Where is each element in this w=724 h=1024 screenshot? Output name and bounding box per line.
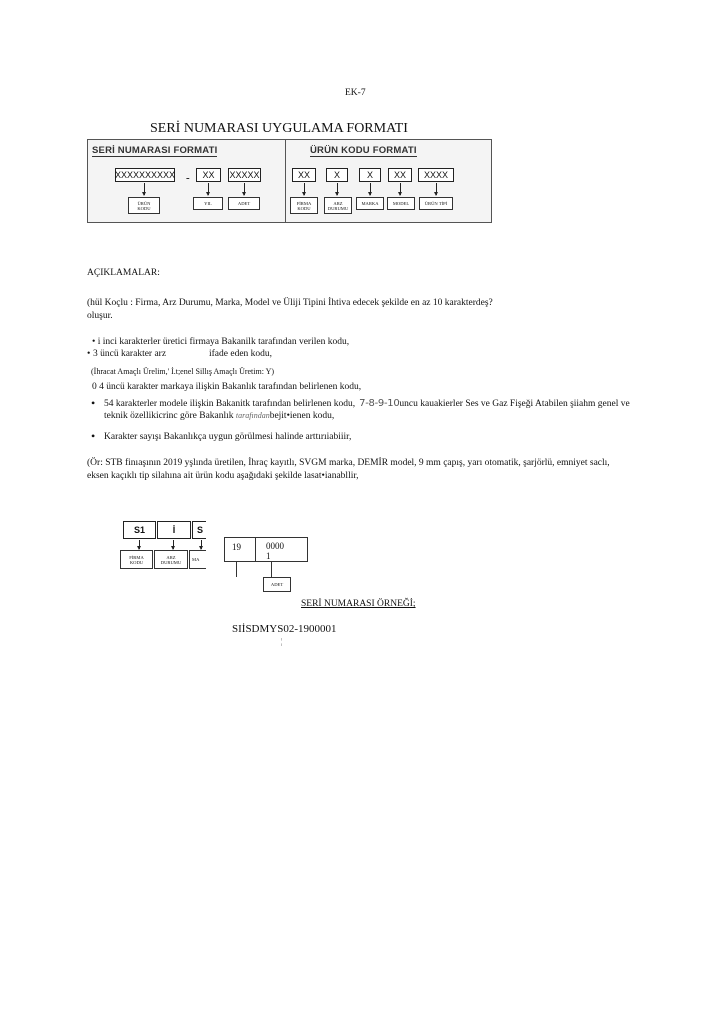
label-line: ÜRÜN TİPİ	[424, 201, 448, 206]
label-line: YIL	[204, 201, 212, 206]
serial-count-box: XXXXX	[229, 170, 260, 180]
format-diagram	[87, 139, 492, 223]
example-year-box: 19	[224, 537, 256, 562]
arrow-down	[139, 540, 140, 549]
label-line: KODU	[129, 559, 144, 565]
model-text: 54 karakterler modele ilişkin Bakanitk tarafından belirlenen kodu,	[104, 399, 356, 409]
product-brand-box: X	[359, 168, 381, 182]
arrow-down	[208, 183, 209, 195]
page-title: SERİ NUMARASI UYGULAMA FORMATI	[150, 121, 408, 136]
serial-format-heading: SERİ NUMARASI FORMATI	[92, 145, 218, 156]
arrow-down	[144, 183, 145, 195]
example-paragraph: (Ör: STB finıaşının 2019 yşlında üretilen, İhraç kayıtlı, SVGM marka, DEMİR model, 9 mm çapış, yarı otomatik, şarjörlü, emniyet saclı,	[87, 458, 610, 468]
explanation-item-codes: (İhracat Amaçlı Ürelim,' İ.t;enel Sillış Amaçlı Üretim: Y)	[91, 367, 275, 376]
arrow-down	[400, 183, 401, 195]
label-line: FİRMA	[296, 200, 312, 206]
count-line: 0000	[266, 541, 284, 551]
diagram-divider	[285, 140, 286, 222]
label-line: ADET	[270, 582, 284, 587]
label-line: MODEL	[392, 201, 410, 206]
label-line: ADET	[237, 201, 251, 206]
product-type-box: XXXX	[418, 168, 454, 182]
handwritten-word: tarafından	[235, 411, 270, 420]
product-supply-status-box: X	[326, 168, 348, 182]
label-line: ARZ	[166, 554, 176, 560]
intro-line: oluşur.	[87, 311, 113, 321]
serial-label-count	[228, 197, 260, 210]
explanation-item-supply: 3 üncü karakter arz	[93, 349, 167, 359]
explanation-item-count: Karakter sayışı Bakanlıkça uygun görülmesi halinde arttırıiabiiir,	[104, 432, 352, 442]
serial-label-product-code	[128, 197, 160, 214]
arrow-down	[370, 183, 371, 195]
label-line: ARZ	[333, 200, 343, 206]
arrow-down	[173, 540, 174, 549]
arrow-down	[201, 540, 202, 549]
arrow-down	[304, 183, 305, 195]
label-line: ÜRÜN	[137, 200, 151, 206]
label-line: DURUMU	[160, 559, 182, 565]
connector-line	[236, 562, 237, 577]
bullet: •	[91, 429, 96, 443]
arrow-down	[436, 183, 437, 195]
page-label: EK-7	[345, 88, 366, 98]
explanation-item-brand: 0 4 üncü karakter markaya ilişkin Bakanlık tarafından belirlenen kodu,	[92, 382, 362, 392]
example-count-box	[256, 537, 308, 562]
example-paragraph: eksen kaçıklı tip silahına ait ürün kodu aşağıdaki şekilde lasat•ianabllir,	[87, 471, 359, 481]
product-label-model	[387, 197, 415, 210]
serial-example-value: SIİSDMYS02-1900001	[232, 623, 337, 635]
count-line: 1	[266, 551, 271, 561]
label-line: MARKA	[361, 201, 379, 206]
serial-product-code-box: XXXXXXXXXX	[114, 170, 176, 180]
model-text-cont: bejit•ienen kodu,	[269, 411, 335, 421]
example-label-brand	[189, 550, 206, 569]
label-line: FİRMA	[129, 554, 144, 560]
explanation-item-supply-cont: ifade eden kodu,	[209, 349, 273, 359]
example-firm-box: S1	[123, 521, 156, 539]
explanation-item-firm: • i inci karakterler üretici firmaya Bakanilk tarafından verilen kodu,	[92, 337, 350, 347]
handwritten-digits: 7-8-9-10	[359, 398, 400, 409]
arrow-down	[337, 183, 338, 195]
serial-dash: -	[186, 172, 190, 184]
example-label-firm	[120, 550, 153, 569]
product-code-format-heading: ÜRÜN KODU FORMATI	[310, 145, 417, 156]
example-label-count	[263, 577, 291, 592]
serial-year-box: XX	[196, 168, 221, 182]
product-label-brand	[356, 197, 384, 210]
explanation-item-model-line2	[104, 411, 334, 421]
label-line: KODU	[297, 205, 311, 211]
serial-label-year	[193, 197, 223, 210]
intro-line: (hül Koçlu : Firma, Arz Durumu, Marka, Model ve Üliji Tipini İhtiva edecek şekilde en az 10 karakterdeş?	[87, 298, 493, 308]
label-line: MA	[192, 557, 200, 562]
product-model-box: XX	[388, 168, 412, 182]
label-line: DURUMU	[327, 205, 349, 211]
model-text: teknik özellikicrinc göre Bakanlık	[104, 411, 234, 421]
serial-example-heading: SERİ NUMARASI ÖRNEĞİ;	[301, 599, 416, 609]
bullet: •	[87, 349, 91, 359]
explanation-item-model	[104, 398, 630, 409]
arrow-down	[244, 183, 245, 195]
label-line: KODU	[137, 205, 151, 211]
small-mark: ¦	[281, 637, 283, 646]
example-label-supply	[154, 550, 188, 569]
example-brand-box: S	[192, 521, 206, 539]
explanations-heading: AÇIKLAMALAR:	[87, 268, 160, 278]
product-label-firm-code	[290, 197, 318, 214]
connector-line	[271, 562, 272, 577]
product-label-product-type	[419, 197, 453, 210]
example-supply-box: İ	[157, 521, 191, 539]
bullet: •	[91, 396, 96, 410]
product-label-supply-status	[324, 197, 352, 214]
product-firm-code-box: XX	[292, 168, 316, 182]
model-text-cont: uncu kauakierler Ses ve Gaz Fişeği Atabilen şiiahm genel ve	[399, 399, 630, 409]
